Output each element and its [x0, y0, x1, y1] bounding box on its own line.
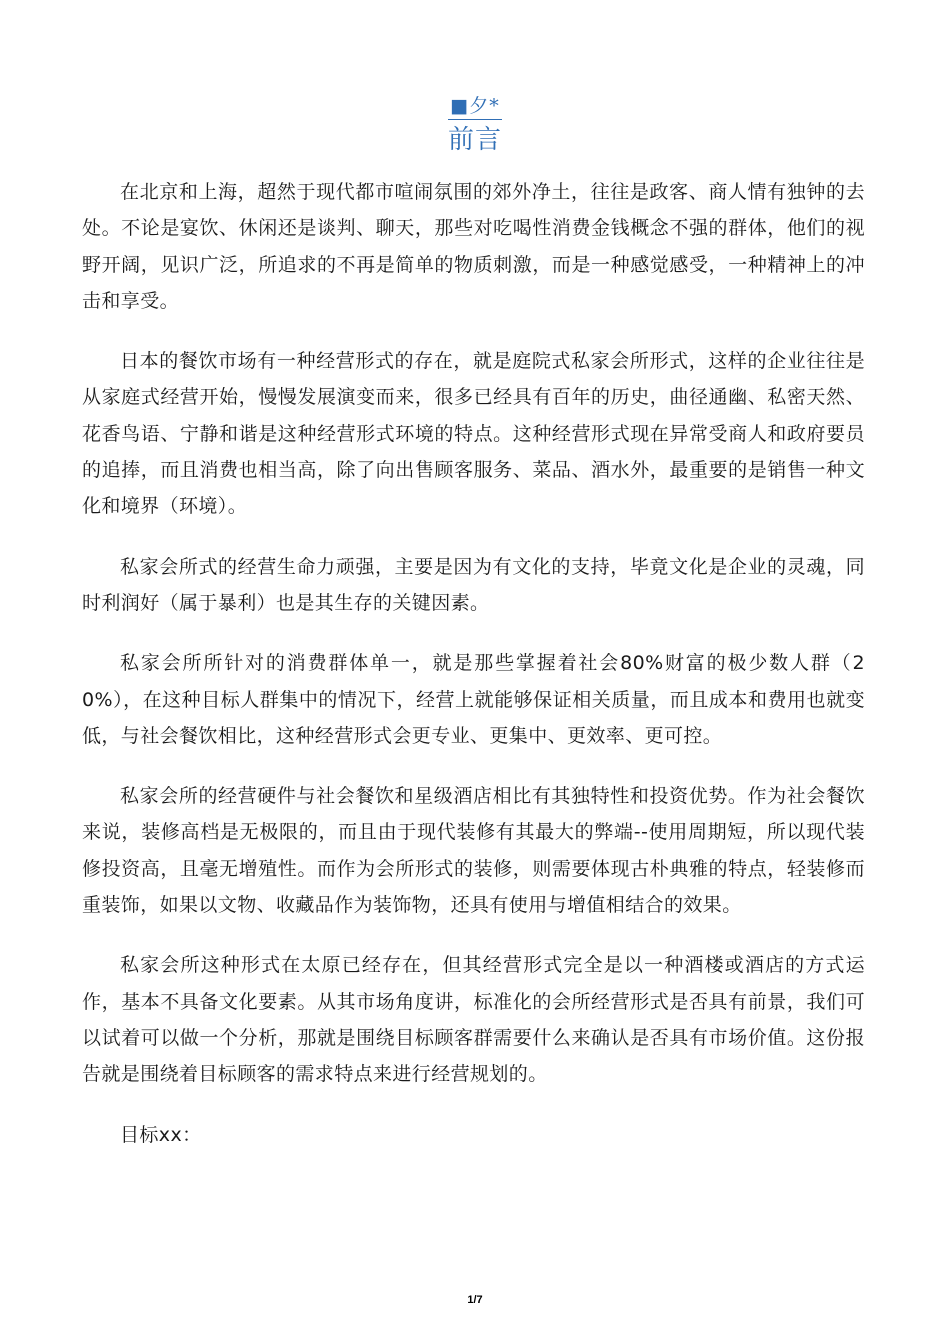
paragraph-hardware: 私家会所的经营硬件与社会餐饮和星级酒店相比有其独特性和投资优势。作为社会餐饮来说，装修高档是无极限的，而且由于现代装修有其最大的弊端--使用周期短，所以现代装修投资高，且毫无增殖性。而作为会所形式的装修，则需要体现古朴典雅的特点，轻装修而重装饰，如果以文物、收藏品作为装饰物，还具有使用与增值相结合的效果。	[82, 785, 865, 917]
paragraph-vitality: 私家会所式的经营生命力顽强，主要是因为有文化的支持，毕竟文化是企业的灵魂，同时利润好（属于暴利）也是其生存的关键因素。	[82, 555, 865, 614]
page-title: 前言	[447, 125, 502, 155]
heading-block	[0, 94, 950, 158]
target-label: 目标xx：	[120, 1123, 202, 1146]
paragraph-taiyuan: 私家会所这种形式在太原已经存在，但其经营形式完全是以一种酒楼或酒店的方式运作，基本不具备文化要素。从其市场角度讲，标准化的会所经营形式是否具有前景，我们可以试着可以做一个分析，那就是围绕目标顾客群需要什么来确认是否具有市场价值。这份报告就是围绕着目标顾客的需求特点来进行经营规划的。	[82, 954, 865, 1086]
heading-mark: ■夕*	[448, 94, 501, 120]
paragraph-intro: 在北京和上海，超然于现代都市喧闹氛围的郊外净土，往往是政客、商人情有独钟的去处。不论是宴饮、休闲还是谈判、聊天，那些对吃喝性消费金钱概念不强的群体，他们的视野开阔，见识广泛，所追求的不再是简单的物质刺激，而是一种感觉感受，一种精神上的冲击和享受。	[82, 181, 865, 312]
paragraph-japan-market: 日本的餐饮市场有一种经营形式的存在，就是庭院式私家会所形式，这样的企业往往是从家庭式经营开始，慢慢发展演变而来，很多已经具有百年的历史，曲径通幽、私密天然、花香鸟语、宁静和谐是这种经营形式环境的特点。这种经营形式现在异常受商人和政府要员的追捧，而且消费也相当高，除了向出售顾客服务、菜品、酒水外，最重要的是销售一种文化和境界（环境）。	[82, 350, 865, 518]
page-number: 1/7	[467, 1294, 483, 1306]
body-text	[82, 174, 865, 1177]
paragraph-consumer-group: 私家会所所针对的消费群体单一，就是那些掌握着社会80%财富的极少数人群（20%），在这种目标人群集中的情况下，经营上就能够保证相关质量，而且成本和费用也就变低，与社会餐饮相比，这种经营形式会更专业、更集中、更效率、更可控。	[82, 652, 865, 747]
